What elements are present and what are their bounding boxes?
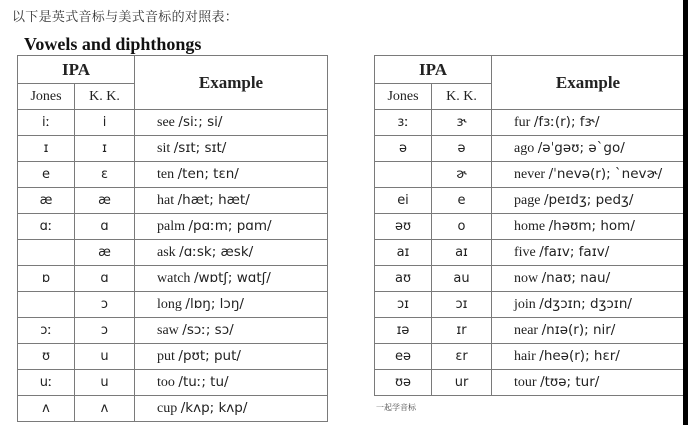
- table-row: [18, 318, 328, 344]
- table-row: [375, 110, 685, 136]
- example-cell: [492, 292, 685, 318]
- example-pronunciation: /dʒɔɪn; dʒɔɪn/: [539, 296, 632, 312]
- table-row: [18, 110, 328, 136]
- example-pronunciation: /fɜː(r); fɝ/: [533, 114, 600, 130]
- example-word: put: [157, 349, 175, 364]
- example-cell: [135, 110, 328, 136]
- jones-symbol: [375, 162, 432, 188]
- vowels-table-right: [374, 55, 684, 396]
- jones-symbol: [18, 292, 75, 318]
- jones-symbol: iː: [18, 110, 75, 136]
- jones-header: Jones: [18, 84, 75, 110]
- table-row: [375, 136, 685, 162]
- example-cell: [492, 240, 685, 266]
- jones-symbol: ʌ: [18, 396, 75, 422]
- jones-symbol: ə: [375, 136, 432, 162]
- example-pronunciation: /pʊt; put/: [178, 348, 241, 364]
- kk-symbol: ɚ: [432, 162, 492, 188]
- kk-symbol: ɪr: [432, 318, 492, 344]
- example-word: home: [514, 219, 546, 234]
- example-cell: [135, 162, 328, 188]
- example-word: saw: [157, 323, 179, 338]
- example-pronunciation: /hæt; hæt/: [177, 192, 250, 208]
- example-cell: [135, 344, 328, 370]
- kk-symbol: ɛ: [75, 162, 135, 188]
- example-pronunciation: /sɪt; sɪt/: [173, 140, 227, 156]
- example-word: cup: [157, 401, 178, 416]
- table-row: [375, 266, 685, 292]
- kk-symbol: au: [432, 266, 492, 292]
- jones-header: Jones: [375, 84, 432, 110]
- example-pronunciation: /həʊm; hom/: [548, 218, 635, 234]
- kk-symbol: o: [432, 214, 492, 240]
- example-word: now: [514, 271, 539, 286]
- table-row: [18, 162, 328, 188]
- kk-symbol: æ: [75, 188, 135, 214]
- table-row: [375, 188, 685, 214]
- example-word: fur: [514, 115, 531, 130]
- table-row: [18, 136, 328, 162]
- table-row: [375, 214, 685, 240]
- kk-symbol: ə: [432, 136, 492, 162]
- kk-symbol: ɛr: [432, 344, 492, 370]
- jones-symbol: æ: [18, 188, 75, 214]
- table-row: [18, 266, 328, 292]
- example-pronunciation: /əˈgəʊ; əˋgo/: [537, 140, 625, 156]
- example-word: five: [514, 245, 536, 260]
- jones-symbol: ʊ: [18, 344, 75, 370]
- kk-symbol: e: [432, 188, 492, 214]
- table-row: [18, 240, 328, 266]
- example-cell: [135, 318, 328, 344]
- kk-symbol: ɑ: [75, 214, 135, 240]
- kk-symbol: ɔɪ: [432, 292, 492, 318]
- table-row: [375, 344, 685, 370]
- jones-symbol: ɪ: [18, 136, 75, 162]
- table-row: [18, 396, 328, 422]
- jones-symbol: ɔɪ: [375, 292, 432, 318]
- example-cell: [492, 188, 685, 214]
- example-cell: [135, 370, 328, 396]
- example-pronunciation: /naʊ; nau/: [541, 270, 611, 286]
- table-row: [375, 240, 685, 266]
- jones-symbol: uː: [18, 370, 75, 396]
- example-cell: [492, 370, 685, 396]
- ipa-header: IPA: [375, 56, 492, 84]
- example-cell: [135, 214, 328, 240]
- example-pronunciation: /wɒtʃ; wɑtʃ/: [193, 270, 271, 286]
- example-cell: [492, 162, 685, 188]
- table-row: [375, 370, 685, 396]
- example-word: ten: [157, 167, 175, 182]
- watermark-caption: 一起学音标: [376, 403, 416, 412]
- jones-symbol: e: [18, 162, 75, 188]
- example-cell: [135, 240, 328, 266]
- section-heading: Vowels and diphthongs: [24, 34, 202, 54]
- jones-symbol: aʊ: [375, 266, 432, 292]
- kk-symbol: u: [75, 370, 135, 396]
- table-row: [18, 370, 328, 396]
- jones-symbol: əʊ: [375, 214, 432, 240]
- table-row: [375, 292, 685, 318]
- kk-symbol: u: [75, 344, 135, 370]
- jones-symbol: aɪ: [375, 240, 432, 266]
- kk-symbol: ɔ: [75, 292, 135, 318]
- example-cell: [135, 188, 328, 214]
- example-pronunciation: /pɑːm; pɑm/: [188, 218, 272, 234]
- example-word: never: [514, 167, 546, 182]
- example-word: see: [157, 115, 175, 130]
- example-pronunciation: /siː; si/: [178, 114, 223, 130]
- table-row: [18, 292, 328, 318]
- example-word: watch: [157, 271, 191, 286]
- jones-symbol: ei: [375, 188, 432, 214]
- kk-symbol: aɪ: [432, 240, 492, 266]
- example-cell: [492, 266, 685, 292]
- example-pronunciation: /tuː; tu/: [178, 374, 229, 390]
- example-pronunciation: /lɒŋ; lɔŋ/: [185, 296, 244, 312]
- example-header: Example: [492, 56, 685, 110]
- jones-symbol: ɪə: [375, 318, 432, 344]
- example-cell: [492, 214, 685, 240]
- example-word: tour: [514, 375, 537, 390]
- kk-symbol: ɑ: [75, 266, 135, 292]
- kk-symbol: ɪ: [75, 136, 135, 162]
- example-pronunciation: /heə(r); hɛr/: [539, 348, 620, 364]
- table-row: [18, 344, 328, 370]
- example-cell: [492, 110, 685, 136]
- example-cell: [492, 136, 685, 162]
- jones-symbol: ʊə: [375, 370, 432, 396]
- example-pronunciation: /faɪv; faɪv/: [539, 244, 610, 260]
- table-row: [375, 162, 685, 188]
- example-cell: [135, 292, 328, 318]
- kk-header: K. K.: [75, 84, 135, 110]
- example-pronunciation: /nɪə(r); nir/: [541, 322, 616, 338]
- kk-symbol: ur: [432, 370, 492, 396]
- example-word: palm: [157, 219, 185, 234]
- intro-text: 以下是英式音标与美式音标的对照表：: [12, 10, 239, 25]
- example-word: too: [157, 375, 175, 390]
- example-word: ask: [157, 245, 176, 260]
- example-word: page: [514, 193, 541, 208]
- example-pronunciation: /ˈnevə(r); ˋnevɚ/: [548, 166, 663, 182]
- example-pronunciation: /kʌp; kʌp/: [180, 400, 248, 416]
- kk-header: K. K.: [432, 84, 492, 110]
- jones-symbol: ɜː: [375, 110, 432, 136]
- example-header: Example: [135, 56, 328, 110]
- table-row: [18, 188, 328, 214]
- example-word: join: [514, 297, 536, 312]
- jones-symbol: ɒ: [18, 266, 75, 292]
- kk-symbol: i: [75, 110, 135, 136]
- jones-symbol: ɑː: [18, 214, 75, 240]
- vowels-table-left: [17, 55, 328, 422]
- example-cell: [135, 266, 328, 292]
- example-pronunciation: /sɔː; sɔ/: [182, 322, 234, 338]
- table-row: [18, 214, 328, 240]
- example-word: ago: [514, 141, 535, 156]
- kk-symbol: ɔ: [75, 318, 135, 344]
- kk-symbol: ɝ: [432, 110, 492, 136]
- example-pronunciation: /tʊə; tur/: [540, 374, 600, 390]
- example-cell: [135, 396, 328, 422]
- example-pronunciation: /peɪdʒ; pedʒ/: [543, 192, 634, 208]
- jones-symbol: ɔː: [18, 318, 75, 344]
- example-cell: [492, 344, 685, 370]
- jones-symbol: [18, 240, 75, 266]
- example-cell: [135, 136, 328, 162]
- example-pronunciation: /ten; tɛn/: [177, 166, 239, 182]
- example-pronunciation: /ɑːsk; æsk/: [179, 244, 254, 260]
- example-word: near: [514, 323, 539, 338]
- edge-bar: [683, 0, 688, 425]
- table-row: [375, 318, 685, 344]
- kk-symbol: æ: [75, 240, 135, 266]
- example-word: long: [157, 297, 182, 312]
- example-word: sit: [157, 141, 171, 156]
- example-word: hat: [157, 193, 175, 208]
- ipa-header: IPA: [18, 56, 135, 84]
- example-word: hair: [514, 349, 536, 364]
- example-cell: [492, 318, 685, 344]
- jones-symbol: eə: [375, 344, 432, 370]
- kk-symbol: ʌ: [75, 396, 135, 422]
